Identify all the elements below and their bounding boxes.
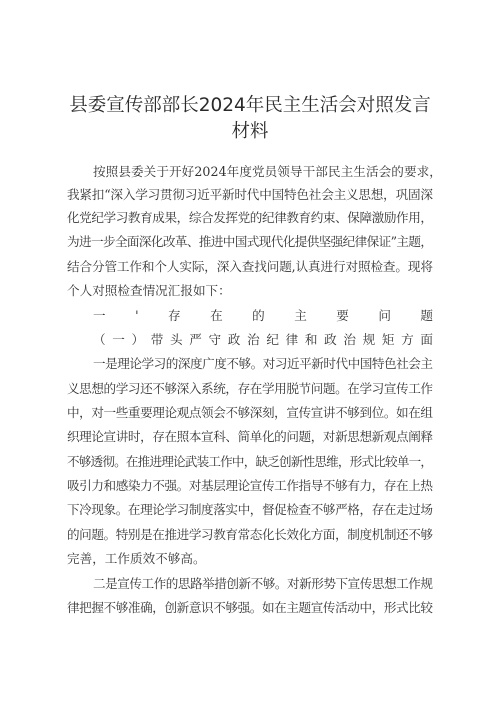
body-line: 我紧扣“深入学习贯彻习近平新时代中国特色社会主义思想，巩固深	[67, 187, 433, 202]
body-line: 的问题。特别是在推进学习教育常态化长效化方面，制度机制还不够	[67, 527, 433, 542]
body-line: 二是宣传工作的思路举措创新不够。对新形势下宣传思想工作规	[93, 576, 433, 591]
section-heading: 一'存在的主要问题	[93, 308, 463, 323]
body-line: 下冷现象。在理论学习制度落实中，督促检查不够严格，存在走过场	[67, 502, 433, 517]
body-line: 义思想的学习还不够深入系统，存在学用脱节问题。在学习宣传工作	[67, 381, 433, 396]
body-line: 吸引力和感染力不强。对基层理论宣传工作指导不够有力，存在上热	[67, 478, 433, 493]
subsection-heading: （一）带头严守政治纪律和政治规矩方面	[93, 332, 440, 347]
body-line: 按照县委关于开好2024年度党员领导干部民主生活会的要求，	[93, 164, 442, 179]
document-title-line-1: 县委宣传部部长2024年民主生活会对照发言	[69, 95, 431, 116]
body-line: 结合分管工作和个人实际，深入查找问题,认真进行对照检查。现将	[67, 259, 433, 274]
body-line: 个人对照检查情况汇报如下：	[67, 283, 231, 298]
body-line: 不够透彻。在推进理论武装工作中，缺乏创新性思维，形式比较单一，	[67, 454, 433, 469]
body-line: 一是理论学习的深度广度不够。对习近平新时代中国特色社会主	[93, 356, 433, 371]
body-line: 为进一步全面深化改革、推进中国式现代化提供坚强纪律保证”主题，	[67, 234, 433, 249]
body-line: 化党纪学习教育成果，综合发挥党的纪律教育约束、保障激励作用，	[67, 210, 433, 225]
body-line: 完善，工作质效不够高。	[67, 551, 206, 566]
body-line: 律把握不够准确，创新意识不够强。如在主题宣传活动中，形式比较	[67, 600, 433, 615]
document-title-line-2: 材料	[231, 121, 269, 142]
body-line: 中，对一些重要理论观点领会不够深刻，宣传宣讲不够到位。如在组	[67, 405, 433, 420]
body-line: 织理论宣讲时，存在照本宣科、简单化的问题，对新思想新观点阐释	[67, 429, 433, 444]
